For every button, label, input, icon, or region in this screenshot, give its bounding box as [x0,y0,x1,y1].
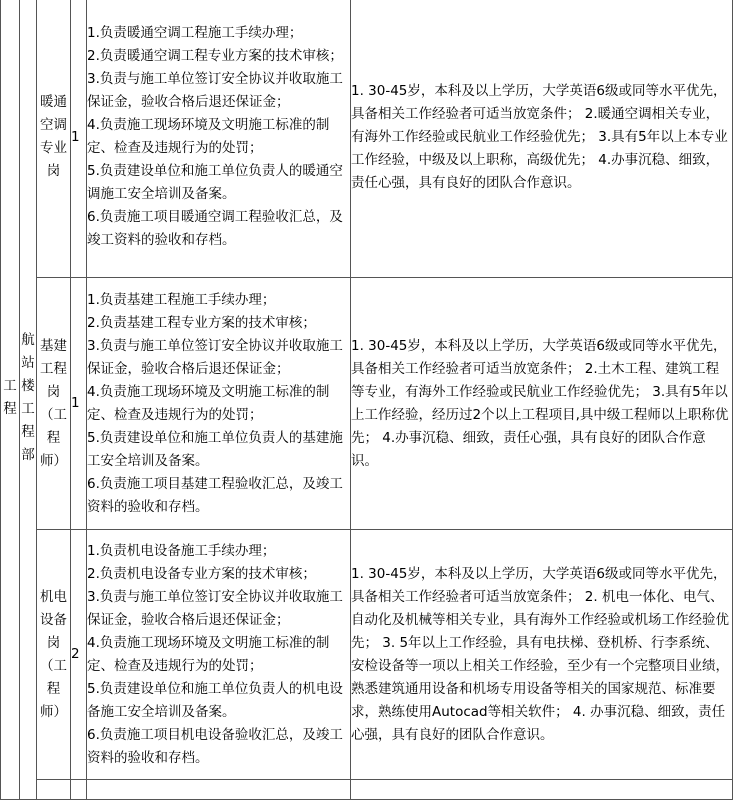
table-row [1,780,733,800]
duty-item: 6.负责施工项目机电设备验收汇总，及竣工资料的验收和存档。 [87,726,343,766]
department-label: 工程 [3,378,17,417]
duty-item: 5.负责建设单位和施工单位负责人的暖通空调施工安全培训及备案。 [87,163,343,202]
headcount-cell: 2 [71,530,87,780]
position-cell [37,530,71,780]
requirements-cell: 1. 30-45岁，本科及以上学历，大学英语6级或同等水平优先，具备相关工作经验者可适当放宽条件； 2.暖通空调相关专业，有海外工作经验或民航业工作经验优先； 3.具有5年以上本专业工作经验，中级及以上职称，高级优先； 4.办事沉稳、细致，责任心强，具有良好的团队合作意识。 [351,0,733,278]
requirements-cell: 1. 30-45岁，本科及以上学历，大学英语6级或同等水平优先，具备相关工作经验者可适当放宽条件； 2.土木工程、建筑工程等专业，有海外工作经验或民航业工作经验优先； 3.具有5年以上工作经验，经历过2个以上工程项目,具中级工程师以上职称优先； 4.办事沉稳、细致，责任心强，具有良好的团队合作意识。 [351,278,733,530]
table-row [1,530,733,780]
duties-cell [87,278,351,530]
headcount-cell: 1 [71,278,87,530]
empty-cell [71,780,87,800]
requirements-cell: 1. 30-45岁，本科及以上学历，大学英语6级或同等水平优先，具备相关工作经验者可适当放宽条件； 2. 机电一体化、电气、自动化及机械等相关专业，具有海外工作经验或机场工作经验优先； 3. 5年以上工作经验，具有电扶梯、登机桥、行李系统、安检设备等一项以上相关工作经验，至少有一个完整项目业绩，熟悉建筑通用设备和机场专用设备等相关的国家规范、标准要求，熟练使用Autocad等相关软件； 4. 办事沉稳、细致，责任心强，具有良好的团队合作意识。 [351,530,733,780]
position-name: 暖通空调专业岗 [40,94,67,179]
duty-item: 1.负责暖通空调工程施工手续办理； [87,25,303,41]
duty-item: 2.负责基建工程专业方案的技术审核； [87,314,316,331]
duty-item: 1.负责基建工程施工手续办理； [87,291,276,308]
duty-item: 2.负责暖通空调工程专业方案的技术审核； [87,48,343,64]
duty-item: 1.负责机电设备施工手续办理； [87,542,276,559]
department-cell [1,0,20,800]
headcount-cell: 1 [71,0,87,278]
duty-item: 4.负责施工现场环境及文明施工标准的制定、检查及违规行为的处罚； [87,634,330,674]
position-name: 基建工程岗（工程师） [40,337,67,469]
position-name: 机电设备岗（工程师） [40,588,67,720]
empty-cell [37,780,71,800]
duty-item: 6.负责施工项目基建工程验收汇总，及竣工资料的验收和存档。 [87,475,343,515]
table-row [1,278,733,530]
duty-item: 5.负责建设单位和施工单位负责人的基建施工安全培训及备案。 [87,429,343,469]
position-cell [37,278,71,530]
position-cell [37,0,71,278]
duty-item: 4.负责施工现场环境及文明施工标准的制定、检查及违规行为的处罚； [87,383,330,423]
duty-item: 3.负责与施工单位签订安全协议并收取施工保证金，验收合格后退还保证金； [87,71,343,110]
duties-cell [87,0,351,278]
duty-item: 2.负责机电设备专业方案的技术审核； [87,565,316,582]
empty-cell [351,780,733,800]
duty-item: 6.负责施工项目暖通空调工程验收汇总，及竣工资料的验收和存档。 [87,209,343,248]
duty-item: 3.负责与施工单位签订安全协议并收取施工保证金，验收合格后退还保证金； [87,588,343,628]
table-row [1,0,733,278]
duty-item: 3.负责与施工单位签订安全协议并收取施工保证金，验收合格后退还保证金； [87,337,343,377]
empty-cell [87,780,351,800]
duties-cell [87,530,351,780]
sub-department-cell [20,0,37,800]
duty-item: 4.负责施工现场环境及文明施工标准的制定、检查及违规行为的处罚； [87,117,330,156]
duty-item: 5.负责建设单位和施工单位负责人的机电设备施工安全培训及备案。 [87,680,343,720]
sub-department-label: 航站楼工程部 [21,332,35,463]
